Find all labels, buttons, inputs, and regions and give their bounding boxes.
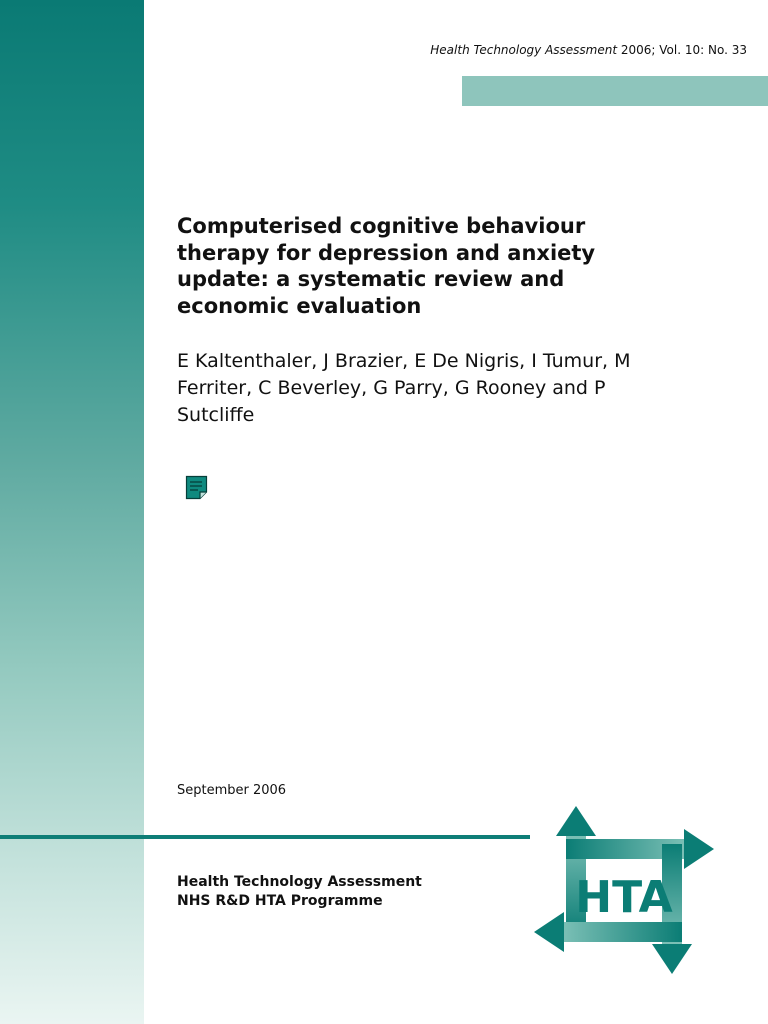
report-title: Computerised cognitive behaviour therapy for depression and anxiety update: a systematic review and economic evaluation (177, 214, 596, 318)
publication-date: September 2006 (177, 783, 287, 798)
journal-name: Health Technology Assessment (430, 43, 618, 57)
header-accent-bar (462, 76, 768, 106)
hta-logo (532, 804, 716, 976)
publisher-line-1: Health Technology Assessment (177, 874, 422, 890)
horizontal-rule (0, 835, 530, 839)
hta-logo-text: HTA (575, 872, 673, 923)
journal-issue: 2006; Vol. 10: No. 33 (617, 43, 747, 57)
document-icon (185, 475, 208, 500)
publisher-line-2: NHS R&D HTA Programme (177, 893, 383, 909)
author-list: E Kaltenthaler, J Brazier, E De Nigris, I Tumur, M Ferriter, C Beverley, G Parry, G Rooney and P Sutcliffe (177, 350, 631, 426)
journal-citation (430, 43, 747, 57)
sidebar-gradient-band (0, 0, 144, 1024)
publisher-block (177, 873, 422, 911)
